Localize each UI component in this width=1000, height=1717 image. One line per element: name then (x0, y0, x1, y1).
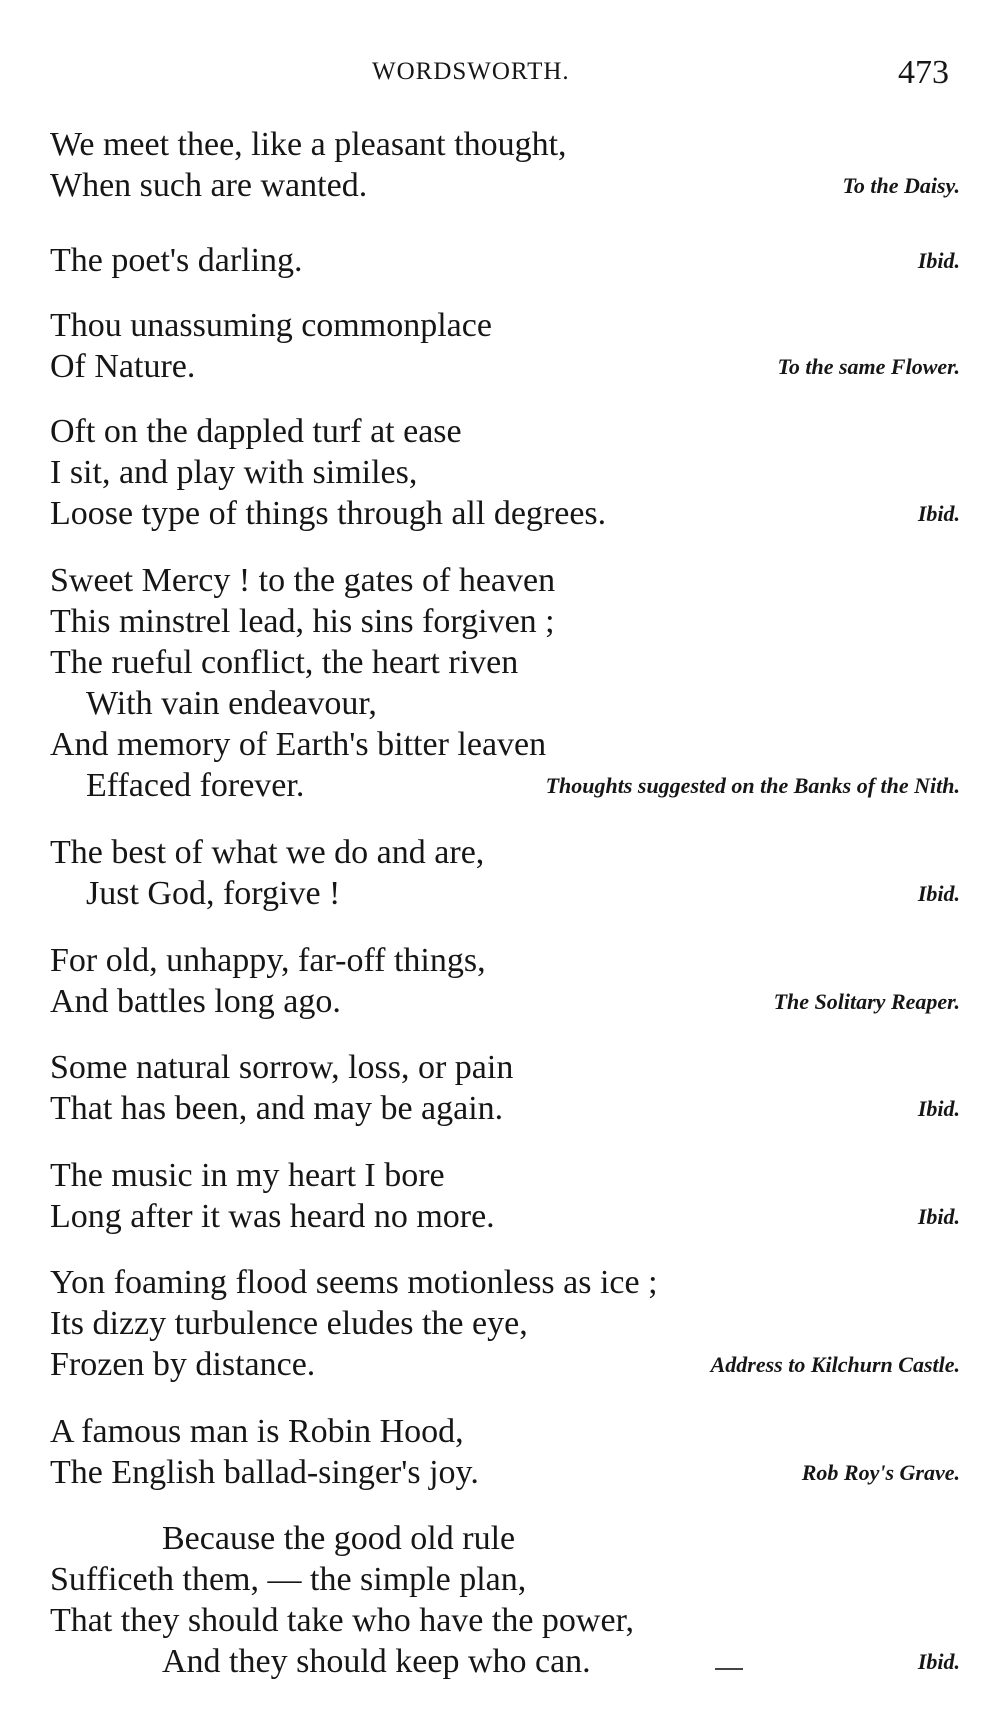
verse-line (50, 1196, 960, 1237)
verse-line: That they should take who have the power, (50, 1602, 635, 1639)
verse-line: I sit, and play with similes, (50, 454, 418, 491)
verse-line: With vain endeavour, (86, 685, 377, 722)
verse-line: Yon foaming flood seems motionless as ice ; (50, 1264, 658, 1301)
page-number: 473 (898, 54, 949, 91)
quote-block (50, 1411, 960, 1493)
verse-line: Sweet Mercy ! to the gates of heaven (50, 562, 556, 599)
running-head: WORDSWORTH. (372, 58, 570, 85)
quote-block (50, 1155, 960, 1237)
quote-block (50, 832, 960, 914)
verse-line (50, 493, 960, 534)
verse-line: For old, unhappy, far-off things, (50, 942, 486, 979)
verse-line (50, 1088, 960, 1129)
verse-line (50, 765, 960, 806)
verse-line-text: Loose type of things through all degrees. (50, 495, 607, 532)
verse-line: The best of what we do and are, (50, 834, 485, 871)
verse-line-text: When such are wanted. (50, 167, 368, 204)
verse-line: Thou unassuming commonplace (50, 307, 492, 344)
verse-line: The rueful conflict, the heart riven (50, 644, 519, 681)
verse-line: Because the good old rule (162, 1520, 516, 1557)
verse-line-text: Just God, forgive ! (86, 875, 341, 912)
quote-block (50, 1262, 960, 1385)
verse-line-text: Long after it was heard no more. (50, 1198, 495, 1235)
verse-line: Its dizzy turbulence eludes the eye, (50, 1305, 528, 1342)
quote-source: Ibid. (917, 248, 960, 273)
verse-line (50, 165, 960, 206)
quote-source: Address to Kilchurn Castle. (710, 1352, 960, 1377)
verse-line (50, 1344, 960, 1385)
footer-rule (715, 1668, 743, 1670)
verse-line: Some natural sorrow, loss, or pain (50, 1049, 514, 1086)
verse-line: Oft on the dappled turf at ease (50, 413, 462, 450)
quote-block (50, 1047, 960, 1129)
quote-source: The Solitary Reaper. (773, 989, 960, 1014)
page-header (0, 54, 1000, 104)
verse-line: And memory of Earth's bitter leaven (50, 726, 547, 763)
verse-line: This minstrel lead, his sins forgiven ; (50, 603, 555, 640)
verse-line-text: And they should keep who can. (162, 1643, 591, 1680)
verse-line-text: Of Nature. (50, 348, 196, 385)
quote-source: Rob Roy's Grave. (801, 1460, 960, 1485)
quote-block (50, 124, 960, 206)
verse-line: A famous man is Robin Hood, (50, 1413, 464, 1450)
verse-line: The music in my heart I bore (50, 1157, 445, 1194)
verse-line (50, 873, 960, 914)
quote-source: To the same Flower. (777, 354, 960, 379)
quote-source: Thoughts suggested on the Banks of the Nith. (545, 773, 960, 798)
quote-block (50, 1518, 960, 1682)
verse-line-text: That has been, and may be again. (50, 1090, 504, 1127)
verse-line (50, 1641, 960, 1682)
verse-line (50, 240, 960, 281)
verse-line-text: The poet's darling. (50, 242, 303, 279)
quote-source: Ibid. (917, 881, 960, 906)
quote-block (50, 240, 960, 281)
quote-block (50, 411, 960, 534)
verse-line-text: Effaced forever. (86, 767, 305, 804)
quote-source: To the Daisy. (842, 173, 960, 198)
verse-line-text: And battles long ago. (50, 983, 341, 1020)
verse-line: Sufficeth them, — the simple plan, (50, 1561, 527, 1598)
verse-line: We meet thee, like a pleasant thought, (50, 126, 567, 163)
verse-line (50, 981, 960, 1022)
quote-block (50, 560, 960, 806)
quote-source: Ibid. (917, 1649, 960, 1674)
quote-source: Ibid. (917, 501, 960, 526)
verse-line (50, 346, 960, 387)
verse-line (50, 1452, 960, 1493)
quote-source: Ibid. (917, 1204, 960, 1229)
verse-line-text: The English ballad-singer's joy. (50, 1454, 479, 1491)
quote-source: Ibid. (917, 1096, 960, 1121)
quote-block (50, 940, 960, 1022)
quote-block (50, 305, 960, 387)
verse-line-text: Frozen by distance. (50, 1346, 316, 1383)
